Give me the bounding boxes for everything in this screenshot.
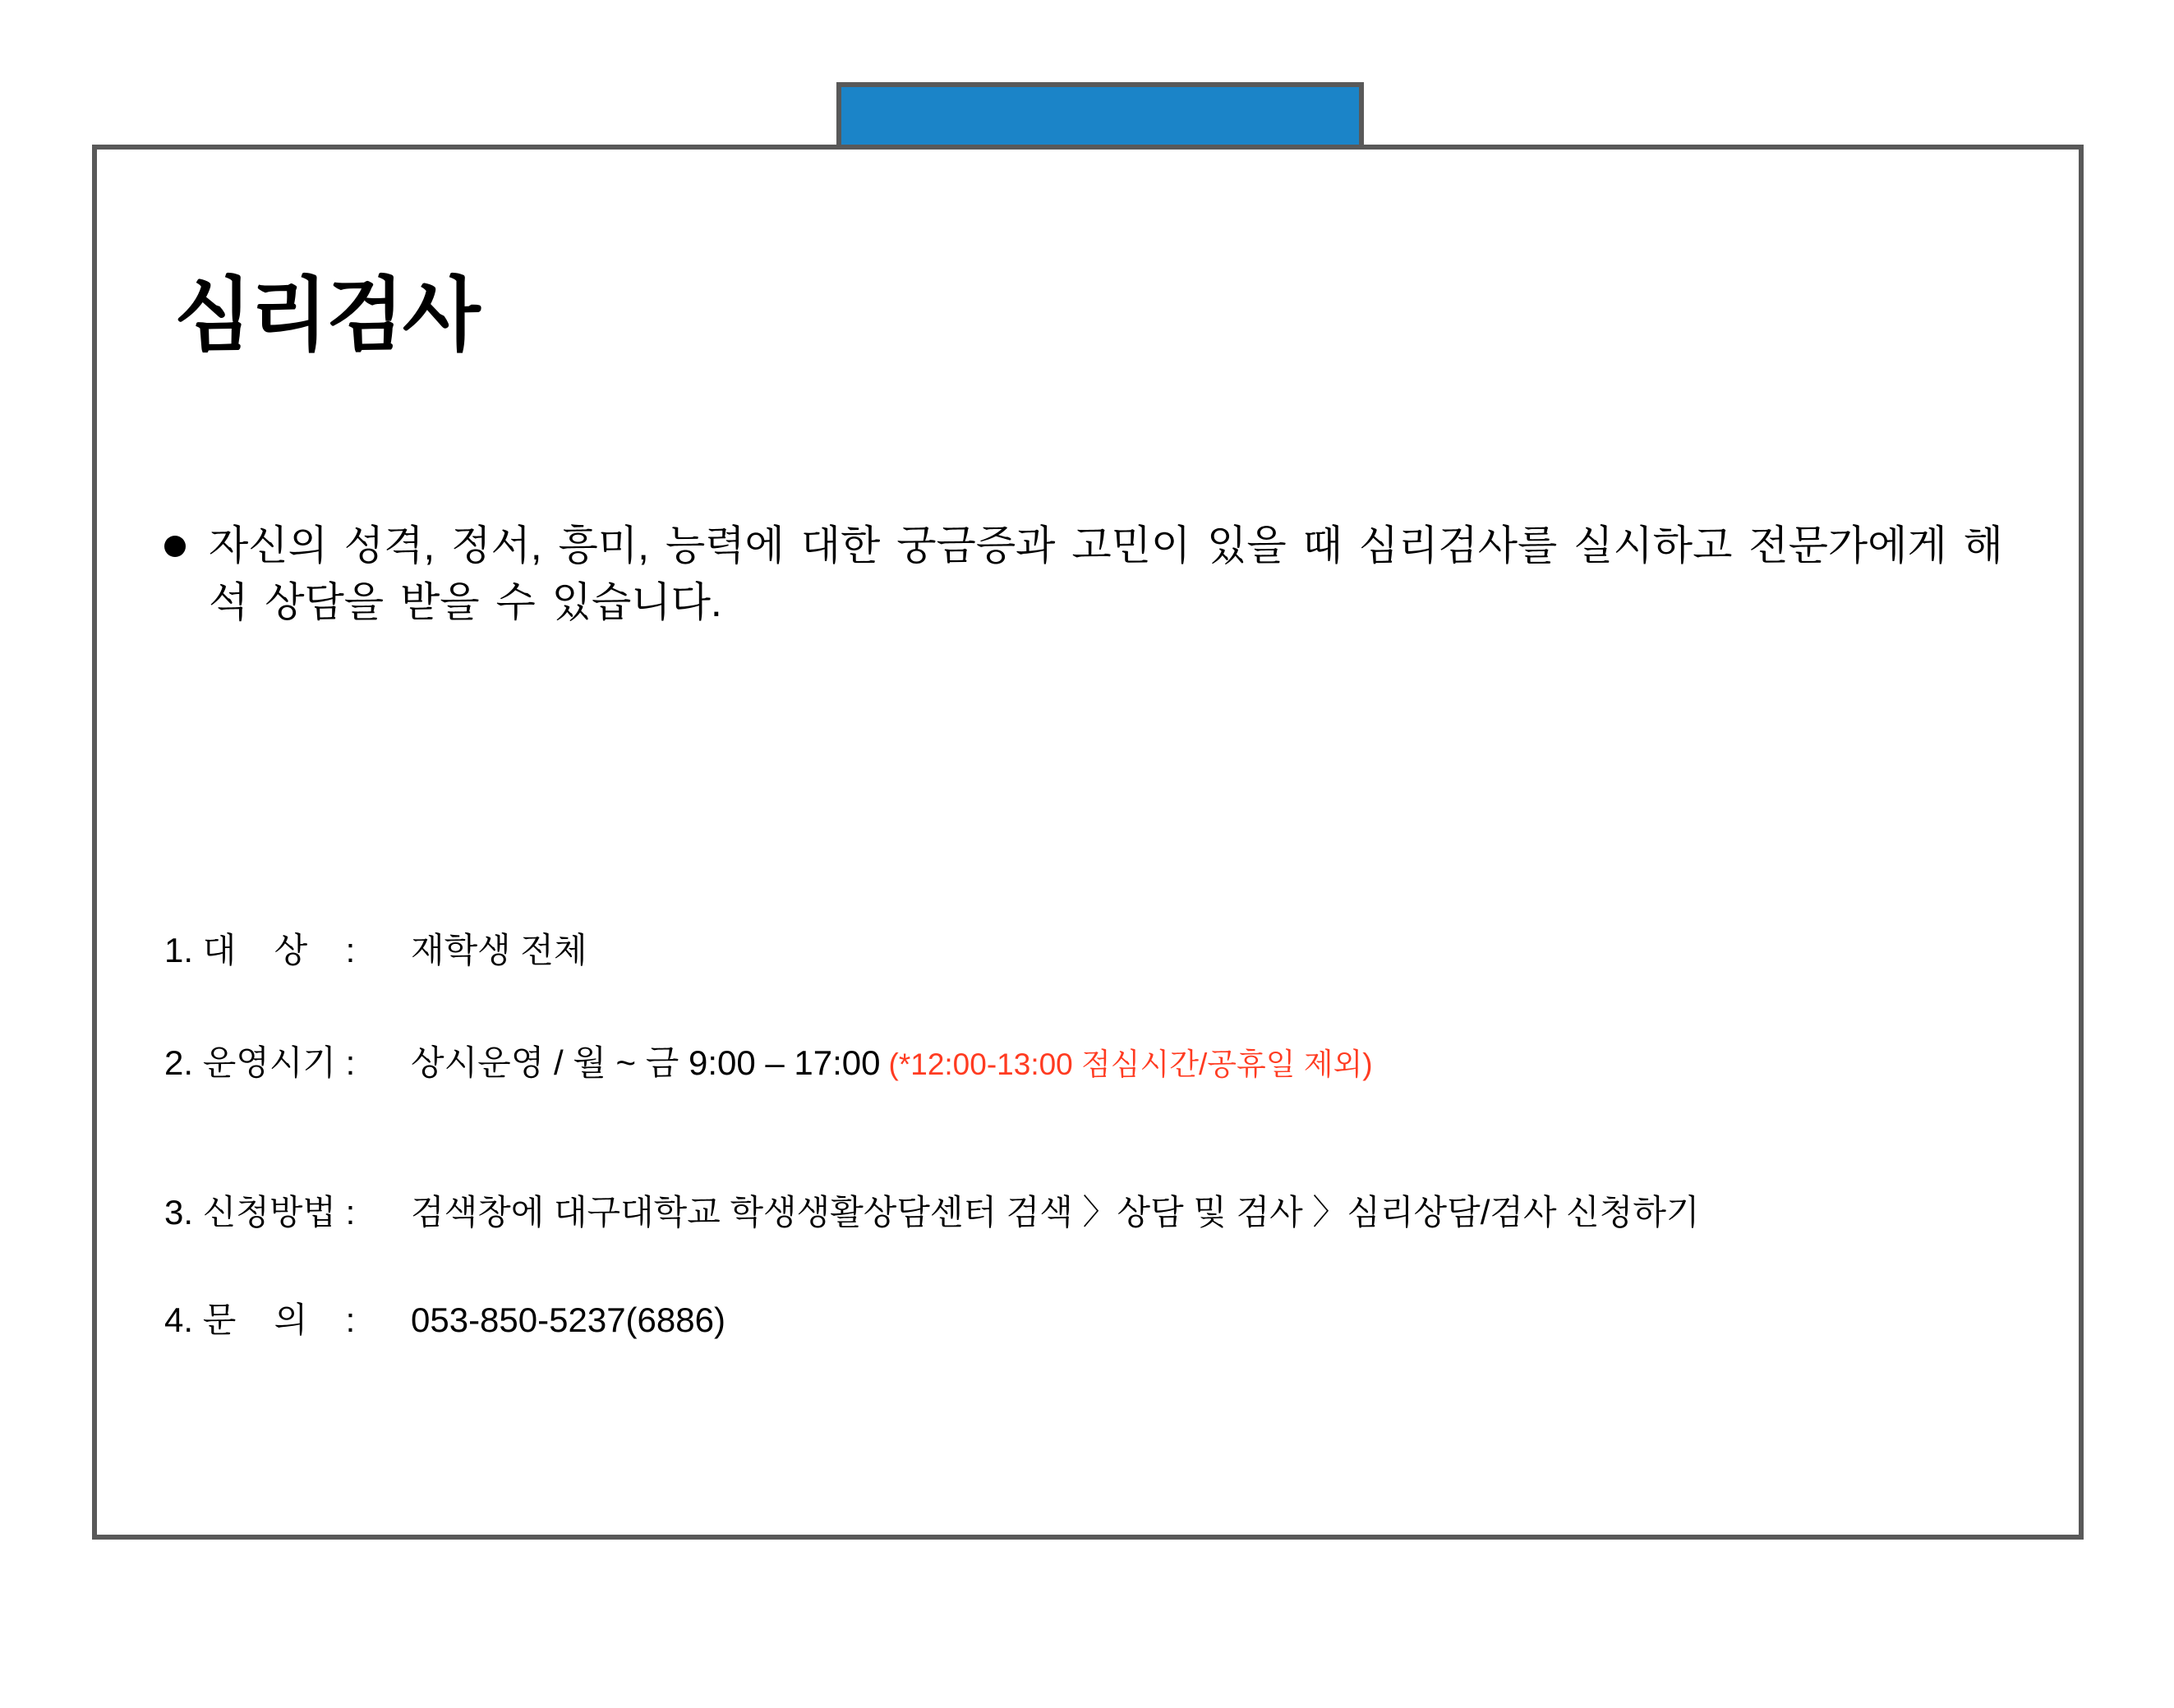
list-item <box>164 928 2038 974</box>
list-item-label-colon: : <box>345 1300 356 1339</box>
list-item-value <box>411 1041 2038 1086</box>
list-item-number: 1. <box>164 931 194 969</box>
list-item-note: (*12:00-13:00 점심시간/공휴일 제외) <box>888 1047 1373 1081</box>
list-item-value: 재학생 전체 <box>411 931 587 969</box>
list-item-label-mid: 의 <box>274 1300 308 1339</box>
list-item-number: 3. <box>164 1193 194 1232</box>
list-item-label <box>164 928 411 974</box>
list-item-number: 4. <box>164 1300 194 1339</box>
bullet-dot-icon <box>164 536 186 557</box>
list-item <box>164 1298 2038 1343</box>
page-title: 심리검사 <box>174 269 479 360</box>
list-item-label-start: 문 <box>202 1300 237 1339</box>
list-item <box>164 1041 2038 1086</box>
list-item-value-text: 상시운영 / 월 ~ 금 9:00 – 17:00 <box>411 1043 881 1082</box>
list-item-label-colon: : <box>345 1193 356 1232</box>
list-item-label-start: 대 <box>202 931 237 969</box>
list-item-value: 검색창에 대구대학교 학생생활상담센터 검색 〉상담 및 검사 〉심리상담/검사 신청하기 <box>411 1193 1700 1232</box>
list-item-label <box>164 1190 411 1236</box>
list-item-label <box>164 1041 411 1086</box>
list-item <box>164 1190 2038 1236</box>
list-item-number: 2. <box>164 1043 194 1082</box>
list-item-label-mid: 상 <box>274 931 308 969</box>
list-item-label <box>164 1298 411 1343</box>
list-item-label-colon: : <box>345 1043 356 1082</box>
list-item-label-colon: : <box>345 931 356 969</box>
list-item-label-start: 운영시기 <box>202 1043 336 1082</box>
description-bullet <box>164 518 2054 631</box>
info-list <box>164 928 2038 1342</box>
list-item-label-start: 신청방법 <box>202 1193 336 1232</box>
list-item-value: 053-850-5237(6886) <box>411 1300 725 1339</box>
description-text: 자신의 성격, 정서, 흥미, 능력에 대한 궁금증과 고민이 있을 때 심리검사를 실시하고 전문가에게 해석 상담을 받을 수 있습니다. <box>209 523 2003 625</box>
